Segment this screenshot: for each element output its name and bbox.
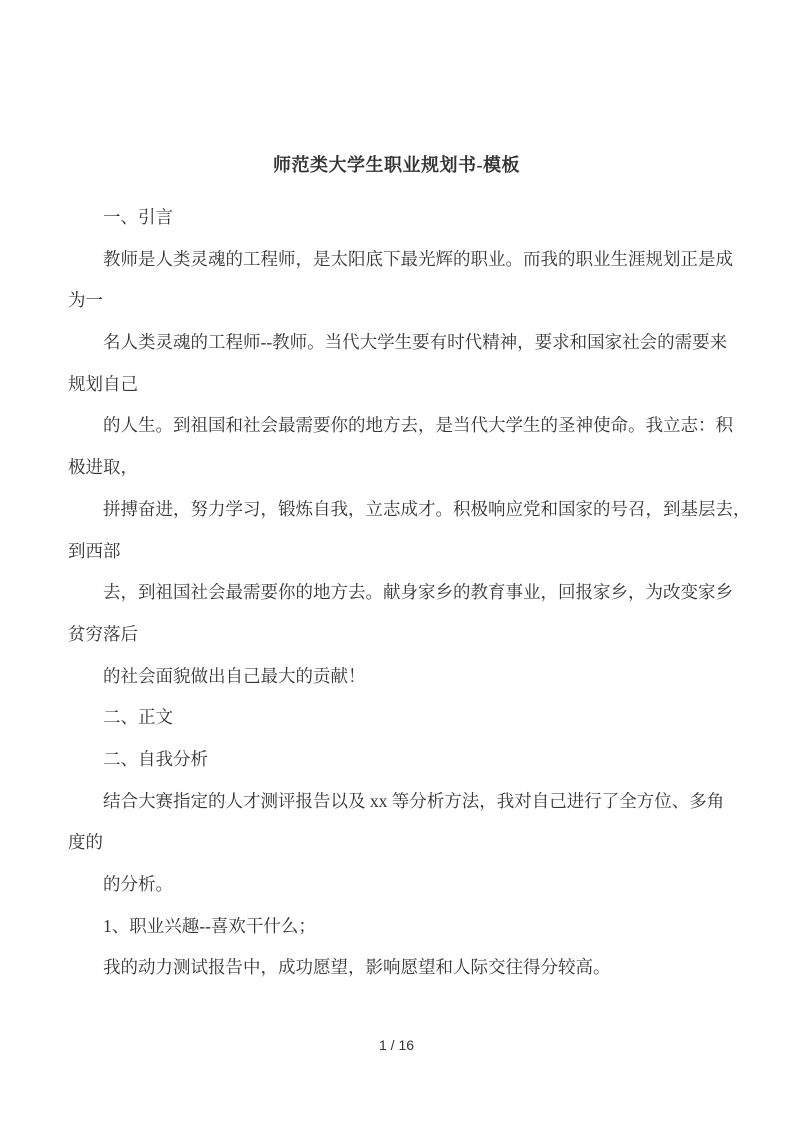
- document-body: [68, 197, 751, 989]
- text-line: 我的动力测试报告中，成功愿望，影响愿望和人际交往得分较高。: [103, 957, 611, 978]
- text-line: 二、正文: [103, 707, 173, 728]
- page-number: 1 / 16: [378, 1037, 415, 1053]
- document-title: 师范类大学生职业规划书-模板: [273, 155, 520, 175]
- text-line: 二、自我分析: [103, 748, 208, 769]
- text-line: 到西部: [68, 540, 121, 561]
- text-line: 贫穷落后: [68, 623, 138, 644]
- text-line: 1、职业兴趣--喜欢干什么；: [103, 915, 316, 936]
- text-line: 的分析。: [103, 874, 173, 894]
- text-line: 拼搏奋进，努力学习，锻炼自我，立志成才。积极响应党和国家的号召，到基层去，: [103, 498, 751, 519]
- text-line: 规划自己: [68, 373, 138, 394]
- text-line: 极进取，: [68, 457, 138, 478]
- text-line: 的人生。到祖国和社会最需要你的地方去，是当代大学生的圣神使命。我立志：积: [103, 415, 733, 436]
- text-line: 结合大赛指定的人才测评报告以及 xx 等分析方法，我对自己进行了全方位、多角: [103, 790, 725, 811]
- text-line: 教师是人类灵魂的工程师，是太阳底下最光辉的职业。而我的职业生涯规划正是成: [103, 248, 733, 269]
- text-line: 一、引言: [103, 207, 173, 227]
- text-line: 的社会面貌做出自己最大的贡献！: [103, 665, 366, 686]
- text-line: 度的: [68, 832, 103, 853]
- text-line: 名人类灵魂的工程师--教师。当代大学生要有时代精神，要求和国家社会的需要来: [103, 332, 728, 353]
- text-line: 去，到祖国社会最需要你的地方去。献身家乡的教育事业，回报家乡，为改变家乡: [103, 582, 733, 603]
- text-line: 为一: [68, 290, 103, 311]
